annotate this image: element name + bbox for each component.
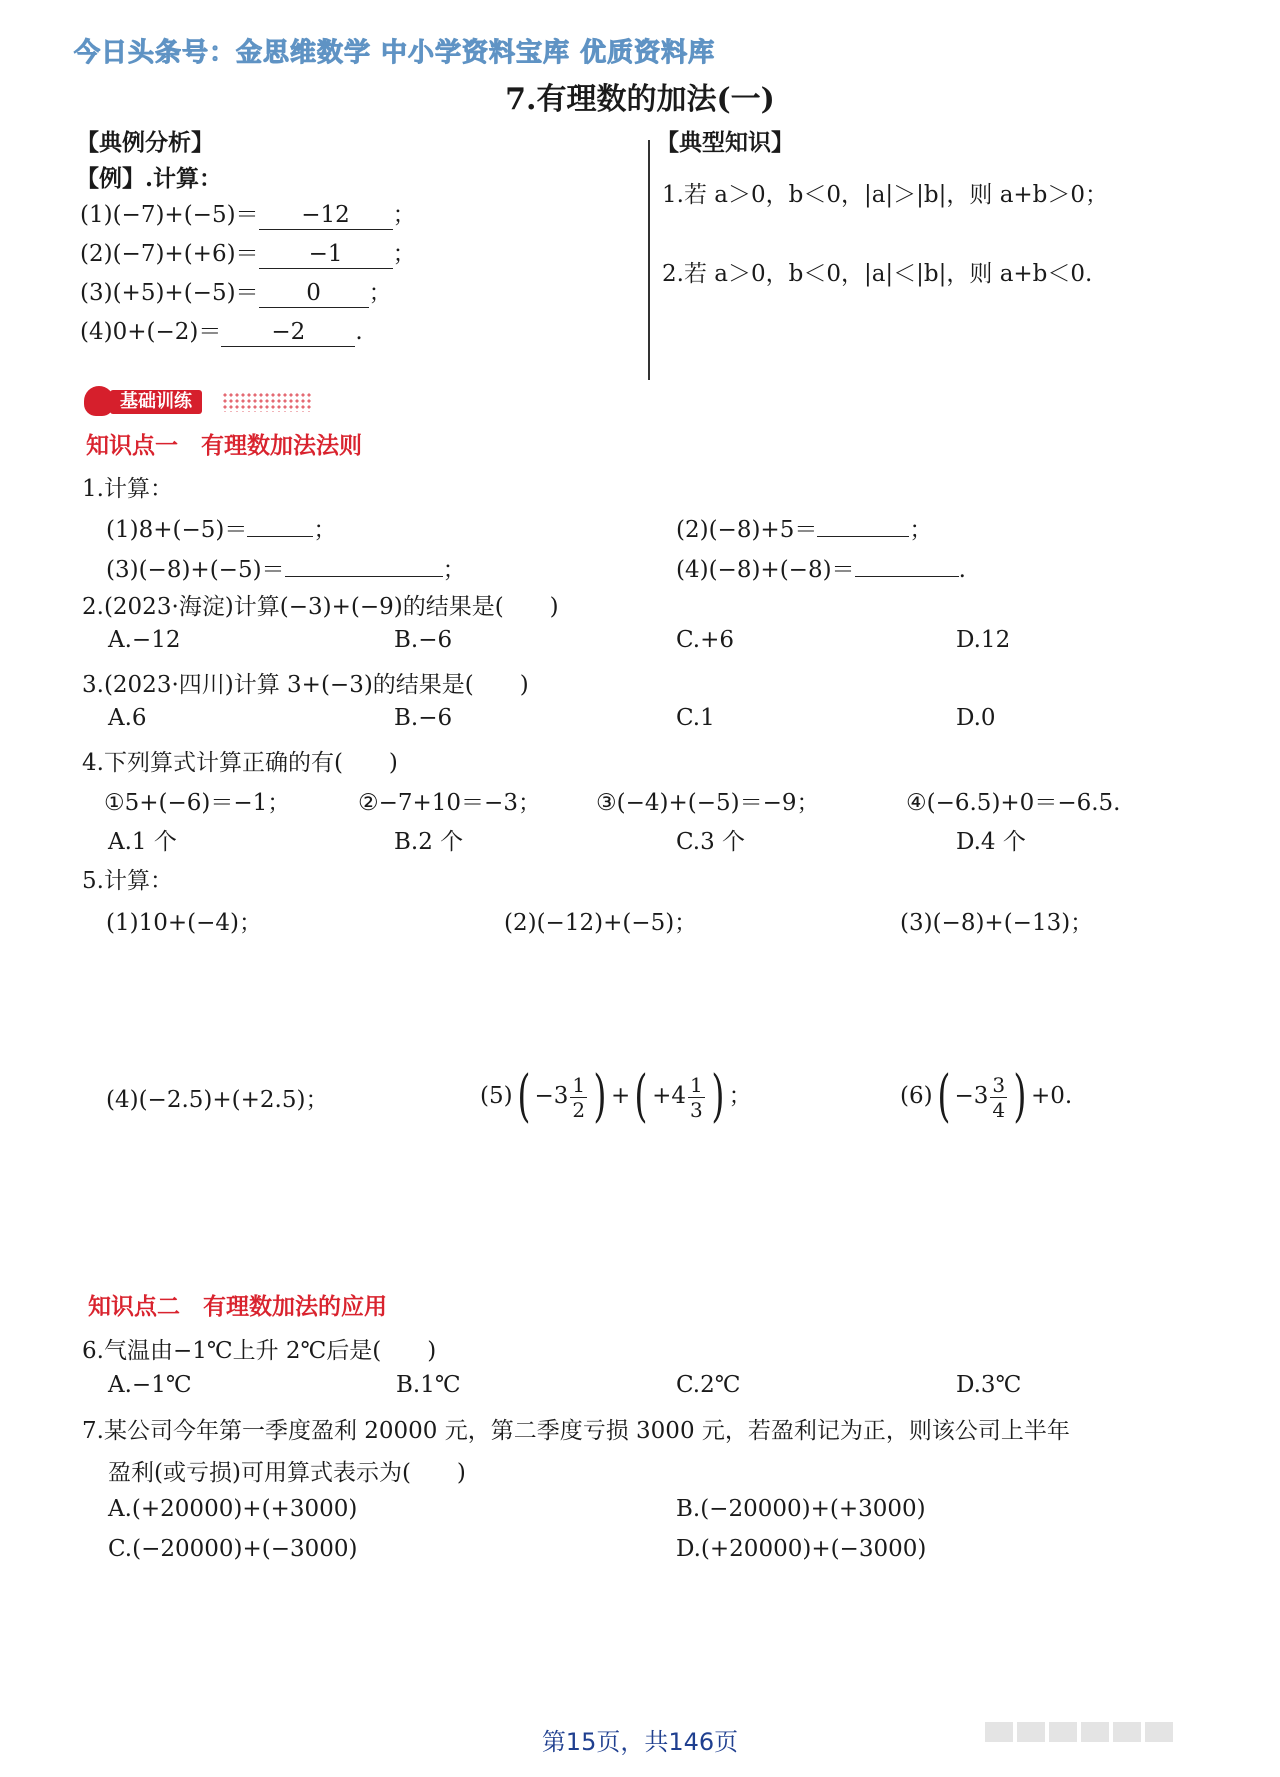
- left-paren: (: [516, 1064, 531, 1129]
- q5-part-1: (1)10+(−4)；: [106, 910, 262, 936]
- q3-option-c: C.1: [676, 705, 715, 731]
- q3-option-b: B.−6: [394, 705, 453, 731]
- numerator: 1: [690, 1072, 703, 1097]
- page-edge-decoration: [985, 1722, 1225, 1748]
- q4-option-b: B.2 个: [394, 829, 464, 855]
- q4-item-1: ①5+(−6)＝−1；: [104, 790, 291, 816]
- example-item-2: [80, 235, 416, 269]
- q6-option-d: D.3℃: [956, 1372, 1022, 1398]
- right-paren: ): [711, 1064, 725, 1129]
- q7-stem-line-1: 7.某公司今年第一季度盈利 20000 元，第二季度亏损 3000 元，若盈利记为正，则该公司上半年: [82, 1418, 1070, 1444]
- q4-option-a: A.1 个: [108, 829, 177, 855]
- q6-option-a: A.−1℃: [108, 1372, 192, 1398]
- q6-stem: 6.气温由−1℃上升 2℃后是( ): [82, 1338, 437, 1364]
- q5-part-6: [900, 1064, 1072, 1128]
- dot-pattern: [222, 392, 312, 412]
- q2-option-c: C.+6: [676, 627, 734, 653]
- part-expr: (4)(−8)+(−8)＝: [676, 557, 855, 583]
- punct: .: [958, 557, 966, 583]
- q5-part-5: [480, 1064, 752, 1128]
- numerator: 1: [572, 1072, 586, 1097]
- answer-blank: [285, 548, 443, 577]
- tail: +0.: [1030, 1083, 1073, 1109]
- part-expr: (1)8+(−5)＝: [106, 517, 248, 543]
- punct: ；: [442, 557, 466, 583]
- left-paren: (: [634, 1064, 648, 1129]
- example-item-4: [80, 313, 363, 347]
- q3-option-a: A.6: [108, 705, 147, 731]
- example-heading: 【典例分析】: [76, 129, 214, 156]
- punct: ；: [392, 241, 416, 267]
- example-prompt: 【例】.计算：: [76, 165, 223, 192]
- q5-stem: 5.计算：: [82, 868, 173, 894]
- example-item-3: [80, 274, 392, 308]
- denominator: 3: [690, 1097, 703, 1122]
- q7-option-d: D.(+20000)+(−3000): [676, 1536, 927, 1562]
- q7-option-a: A.(+20000)+(+3000): [108, 1496, 358, 1522]
- q1-part-1: [106, 508, 336, 544]
- integer-part: −3: [534, 1083, 569, 1109]
- numerator: 3: [992, 1072, 1006, 1097]
- punct: ；: [313, 517, 337, 543]
- q6-option-c: C.2℃: [676, 1372, 741, 1398]
- q7-option-b: B.(−20000)+(+3000): [676, 1496, 926, 1522]
- example-expr: (4)0+(−2)＝: [80, 319, 222, 345]
- badge-label: 基础训练: [110, 390, 202, 414]
- knowledge-point-2: 知识点二 有理数加法的应用: [88, 1294, 387, 1320]
- column-divider: [648, 140, 650, 380]
- integer-part: +4: [652, 1083, 686, 1109]
- right-paren: ): [1013, 1064, 1027, 1129]
- fraction: [570, 1073, 587, 1122]
- knowledge-item-2: 2.若 a＞0，b＜0，|a|＜|b|，则 a+b＜0.: [662, 261, 1093, 287]
- q1-part-2: [676, 508, 932, 544]
- q6-option-b: B.1℃: [396, 1372, 461, 1398]
- basic-training-badge: [84, 384, 314, 418]
- answer-blank: 0: [259, 279, 369, 308]
- q2-option-b: B.−6: [394, 627, 453, 653]
- q2-option-d: D.12: [956, 627, 1011, 653]
- answer-blank: [247, 508, 313, 537]
- example-expr: (2)(−7)+(+6)＝: [80, 241, 259, 267]
- answer-blank: [855, 548, 959, 577]
- q3-stem: 3.(2023·四川)计算 3+(−3)的结果是( ): [82, 672, 529, 698]
- knowledge-heading: 【典型知识】: [656, 129, 794, 156]
- q4-item-4: ④(−6.5)+0＝−6.5.: [906, 790, 1121, 816]
- example-expr: (3)(+5)+(−5)＝: [80, 280, 259, 306]
- knowledge-item-1: 1.若 a＞0，b＜0，|a|＞|b|，则 a+b＞0；: [662, 182, 1109, 208]
- answer-blank: [817, 508, 909, 537]
- right-paren: ): [593, 1064, 607, 1129]
- punct: .: [355, 319, 363, 345]
- part-expr: (2)(−8)+5＝: [676, 517, 818, 543]
- q4-stem: 4.下列算式计算正确的有( ): [82, 750, 398, 776]
- q5-part-2: (2)(−12)+(−5)；: [504, 910, 698, 936]
- source-watermark: 今日头条号：金思维数学 中小学资料宝库 优质资料库: [74, 38, 716, 68]
- q5-part-4: (4)(−2.5)+(+2.5)；: [106, 1087, 329, 1113]
- answer-blank: −2: [221, 318, 355, 347]
- q1-stem: 1.计算：: [82, 476, 173, 502]
- q7-option-c: C.(−20000)+(−3000): [108, 1536, 358, 1562]
- q3-option-d: D.0: [956, 705, 996, 731]
- q4-option-d: D.4 个: [956, 829, 1026, 855]
- q2-stem: 2.(2023·海淀)计算(−3)+(−9)的结果是( ): [82, 594, 559, 620]
- fraction: [688, 1073, 705, 1122]
- punct: ；: [728, 1083, 752, 1109]
- knowledge-point-1: 知识点一 有理数加法法则: [86, 433, 362, 459]
- q1-part-4: [676, 548, 966, 584]
- operator: +: [610, 1083, 631, 1109]
- part-expr: (3)(−8)+(−5)＝: [106, 557, 285, 583]
- answer-blank: −1: [259, 240, 393, 269]
- part-label: (5): [480, 1083, 513, 1109]
- punct: ；: [392, 202, 416, 228]
- left-paren: (: [936, 1064, 951, 1129]
- integer-part: −3: [954, 1083, 989, 1109]
- denominator: 4: [992, 1097, 1006, 1122]
- example-expr: (1)(−7)+(−5)＝: [80, 202, 259, 228]
- page-title: 7.有理数的加法(一): [505, 82, 775, 117]
- q7-stem-line-2: 盈利(或亏损)可用算式表示为( ): [108, 1460, 466, 1486]
- answer-blank: −12: [259, 201, 393, 230]
- page-indicator: 第15页，共146页: [541, 1728, 739, 1756]
- example-item-1: [80, 196, 416, 230]
- fraction: [990, 1073, 1007, 1122]
- q1-part-3: [106, 548, 466, 584]
- punct: ；: [368, 280, 392, 306]
- q4-option-c: C.3 个: [676, 829, 746, 855]
- part-label: (6): [900, 1083, 933, 1109]
- q4-item-2: ②−7+10＝−3；: [358, 790, 541, 816]
- q2-option-a: A.−12: [108, 627, 181, 653]
- q4-item-3: ③(−4)+(−5)＝−9；: [596, 790, 820, 816]
- punct: ；: [909, 517, 933, 543]
- q5-part-3: (3)(−8)+(−13)；: [900, 910, 1094, 936]
- denominator: 2: [572, 1097, 586, 1122]
